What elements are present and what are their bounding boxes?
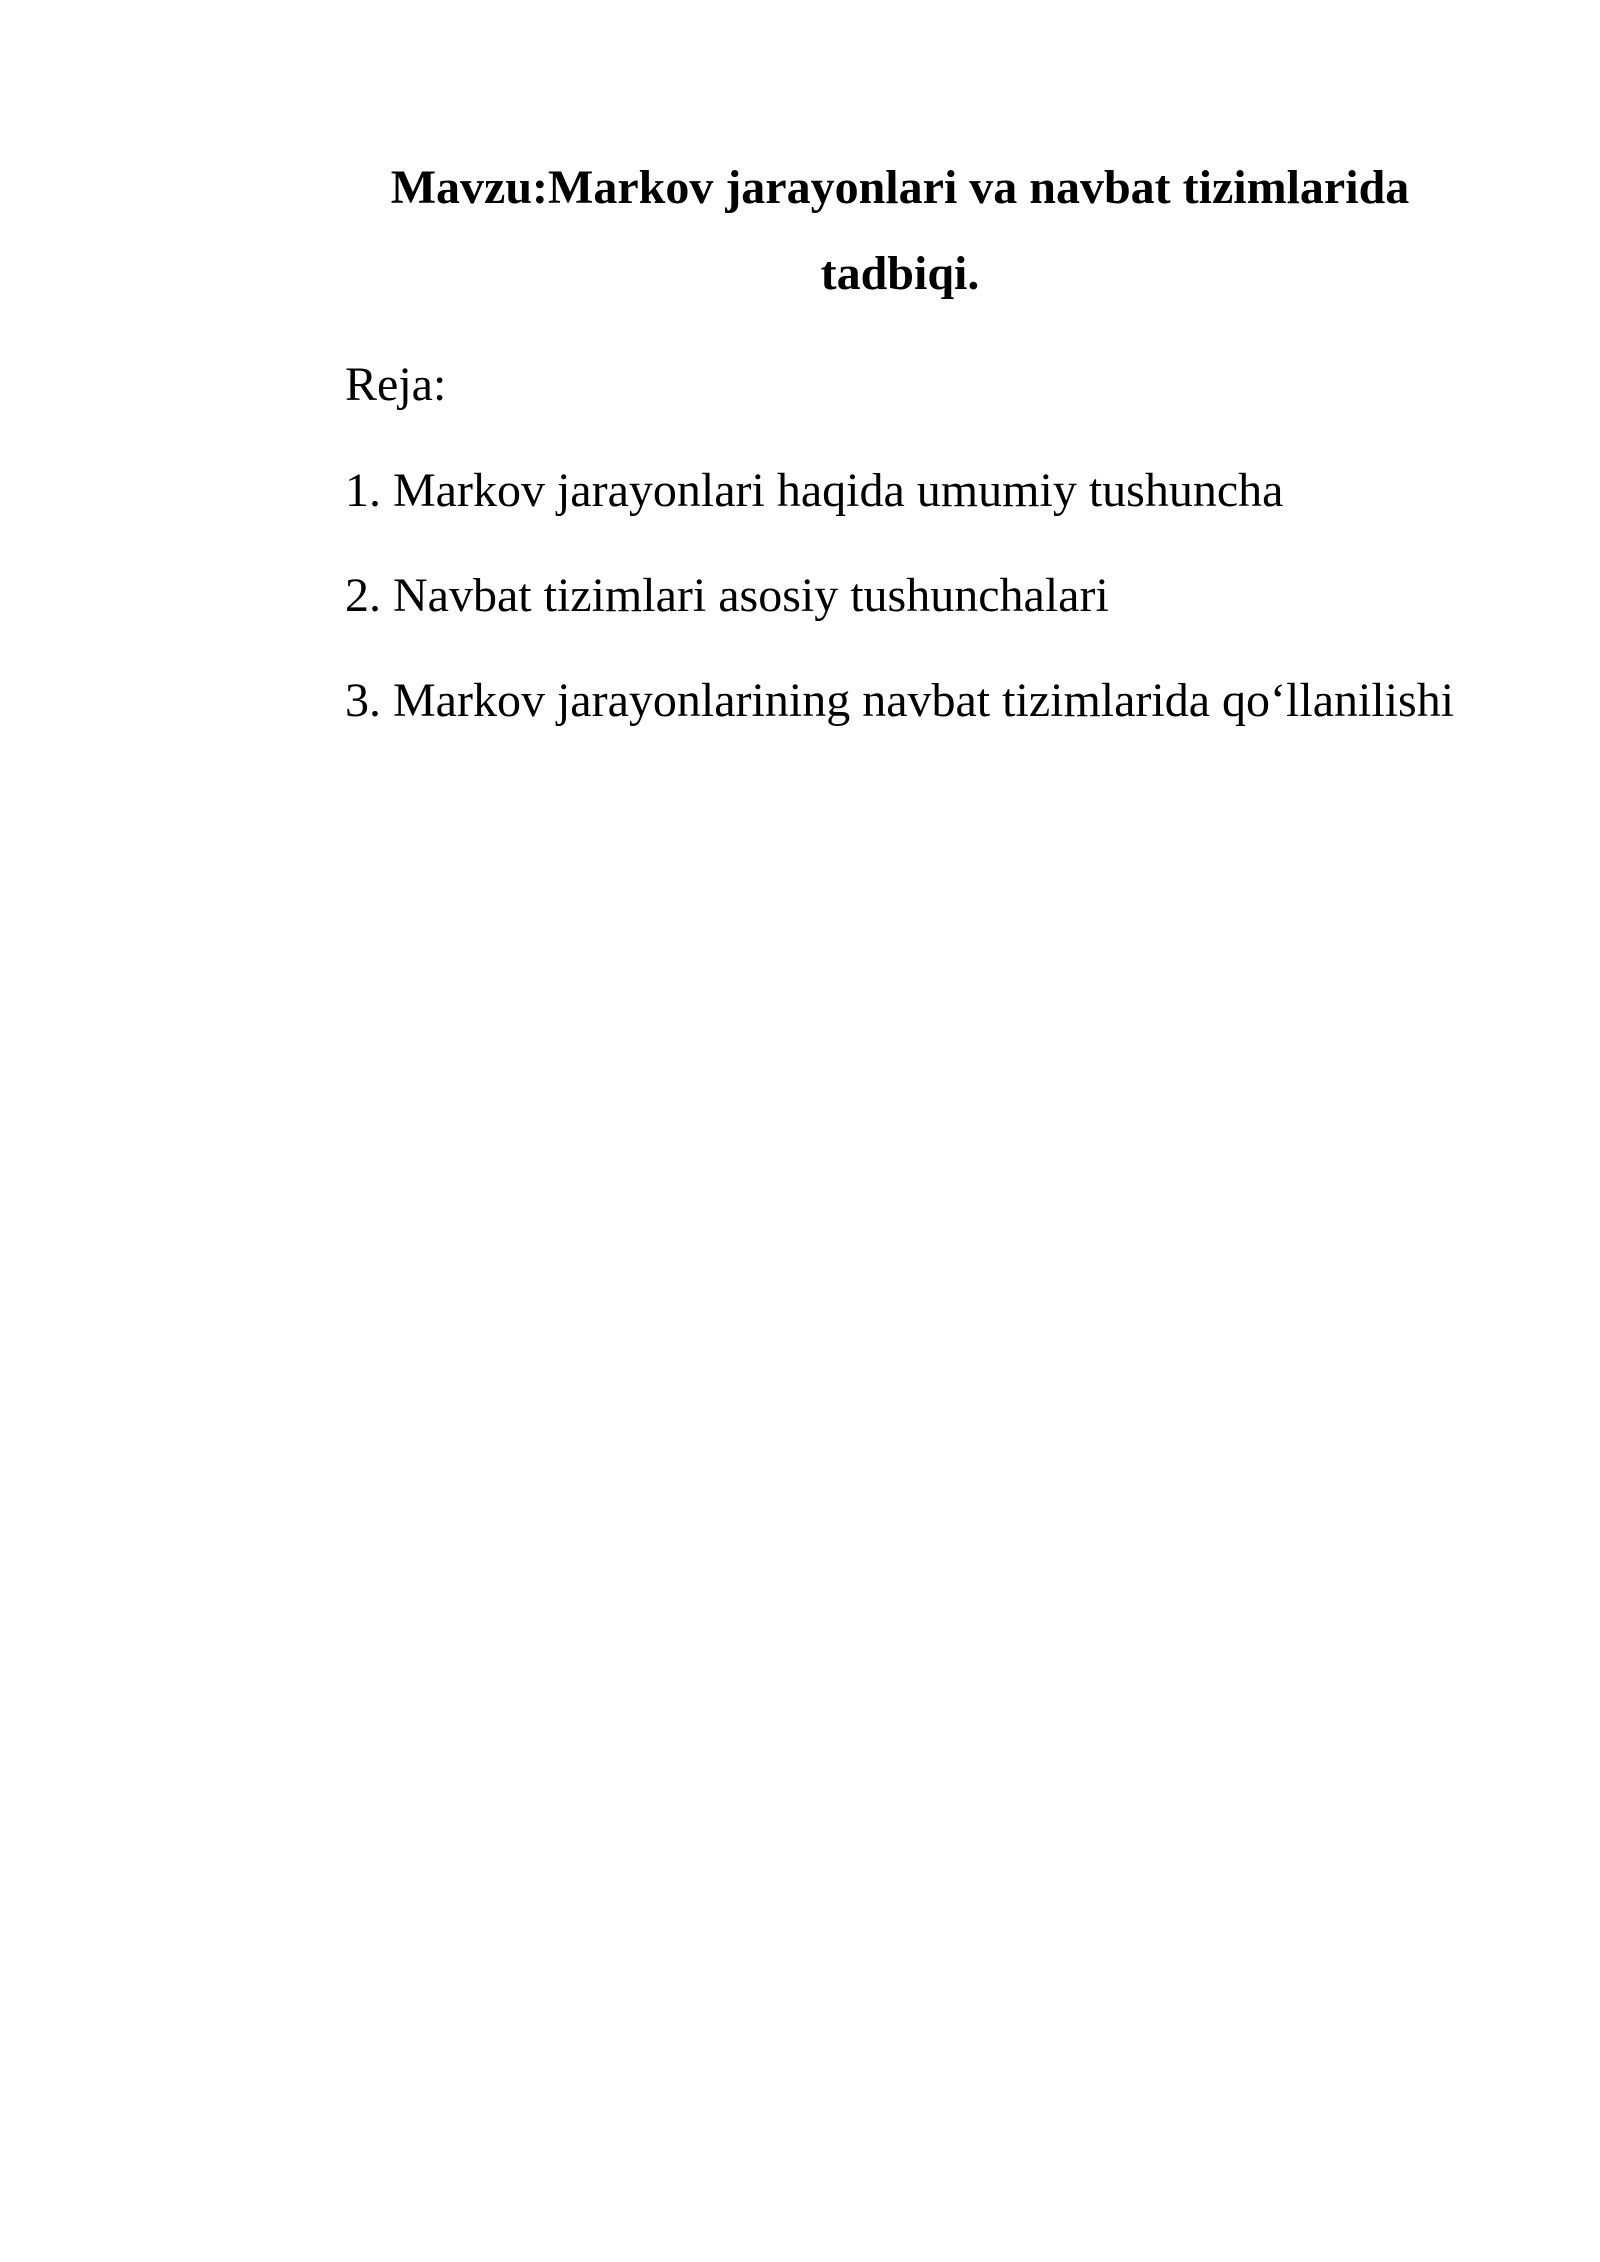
plan-heading: Reja: (345, 358, 447, 411)
title-line-2: tadbiqi. (820, 247, 980, 300)
plan-item-3: 3. Markov jarayonlarining navbat tizimlarida qo‘llanilishi (345, 674, 1455, 727)
plan-item-2: 2. Navbat tizimlari asosiy tushunchalari (345, 569, 1109, 622)
plan-list (345, 461, 1575, 731)
document-title (340, 145, 1460, 317)
title-line-1: Mavzu:Markov jarayonlari va navbat tizimlarida (390, 161, 1410, 214)
plan-section (345, 355, 1575, 776)
plan-item-1: 1. Markov jarayonlari haqida umumiy tushuncha (345, 464, 1284, 517)
